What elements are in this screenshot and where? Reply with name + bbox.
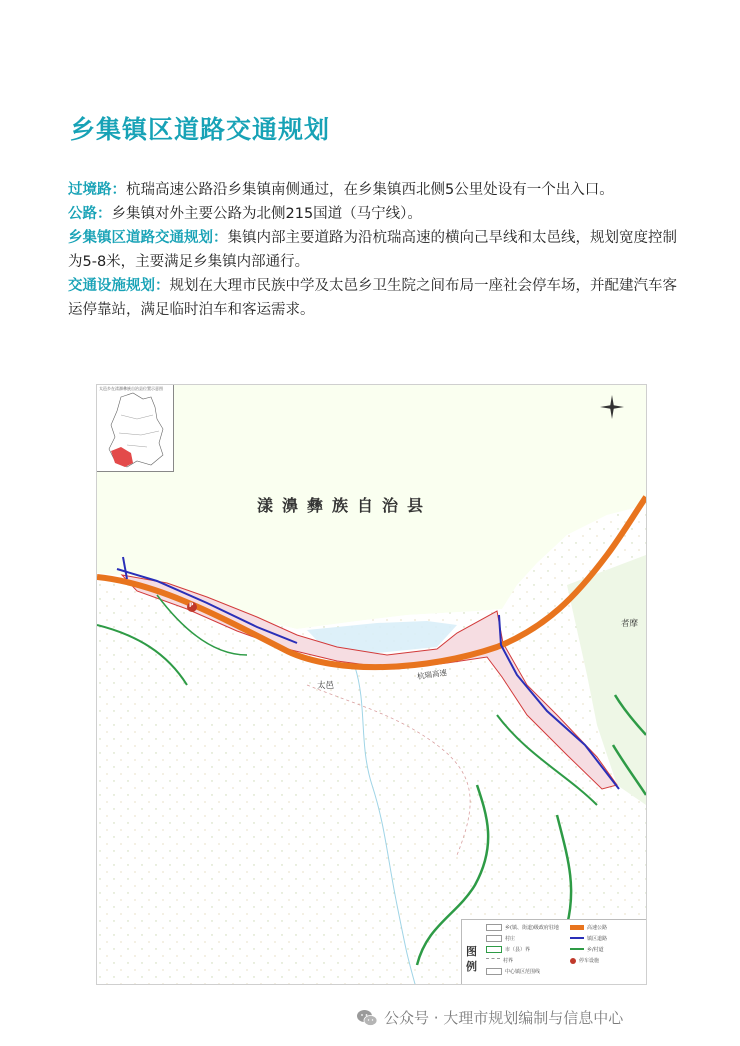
footer-text: 公众号 · 大理市规划编制与信息中心	[384, 1009, 624, 1027]
legend-item-center-boundary	[486, 968, 540, 975]
legend-item-village-boundary	[486, 957, 513, 964]
legend-label: 村界	[503, 958, 514, 964]
legend-swatch	[486, 946, 502, 953]
legend-label: 停车设施	[579, 958, 600, 964]
legend-item-expressway	[570, 924, 607, 931]
place-taiyi: 太邑	[317, 681, 335, 691]
legend-label: 乡(镇、街道)级政府驻地	[505, 925, 559, 931]
paragraph-text: 杭瑞高速公路沿乡集镇南侧通过，在乡集镇西北侧5公里处设有一个出入口。	[126, 182, 614, 198]
legend-swatch	[570, 948, 584, 951]
legend-label: 镇区道路	[587, 936, 608, 942]
legend-label: 村庄	[505, 936, 516, 942]
location-inset	[97, 385, 174, 472]
legend-swatch	[486, 924, 502, 931]
legend-label: 市（县）界	[505, 947, 531, 953]
legend-item-parking	[570, 957, 599, 964]
legend-label: 高速公路	[587, 925, 608, 931]
legend-swatch	[486, 935, 502, 942]
place-zhemo: 者摩	[621, 619, 639, 629]
map-legend	[461, 919, 647, 985]
expressway-label: 杭瑞高速	[416, 667, 448, 682]
legend-label: 中心镇区范围线	[505, 969, 541, 975]
inset-title: 太邑乡在漾濞彝族自治县位置示意图	[99, 386, 163, 391]
map-graphic	[97, 385, 646, 984]
legend-item-city-boundary	[486, 946, 530, 953]
paragraph-transit-road	[68, 178, 678, 202]
paragraph-label: 乡集镇区道路交通规划：	[68, 230, 228, 246]
legend-item-village-site	[486, 935, 515, 942]
paragraph-text: 规划在大理市民族中学及太邑乡卫生院之间布局一座社会停车场，并配建汽车客运停靠站，满足临时泊车和客运需求。	[68, 278, 677, 318]
legend-item-gov	[486, 924, 559, 931]
inset-map	[97, 385, 173, 471]
body-text	[68, 178, 678, 322]
footer	[356, 1007, 623, 1028]
legend-swatch	[570, 925, 584, 930]
legend-label: 乡/村道	[587, 947, 604, 953]
paragraph-label: 公路：	[68, 206, 112, 222]
parking-marker-label: P	[189, 602, 194, 609]
wechat-icon	[356, 1009, 378, 1027]
paragraph-text: 集镇内部主要道路为沿杭瑞高速的横向己旱线和太邑线，规划宽度控制为5-8米，主要满足乡集镇内部通行。	[68, 230, 677, 270]
paragraph-label: 交通设施规划：	[68, 278, 170, 294]
paragraph-text: 乡集镇对外主要公路为北侧215国道（马宁线）。	[111, 206, 422, 222]
legend-item-town-road	[570, 935, 607, 942]
county-name: 漾濞彝族自治县	[257, 496, 433, 515]
legend-item-rural-road	[570, 946, 604, 953]
legend-swatch	[486, 958, 500, 964]
legend-swatch	[570, 937, 584, 940]
north-arrow-icon	[599, 394, 625, 420]
paragraph-highway	[68, 202, 678, 226]
paragraph-facilities	[68, 274, 678, 322]
paragraph-label: 过境路：	[68, 182, 126, 198]
legend-title: 图例	[466, 945, 477, 973]
planning-map	[96, 384, 647, 985]
page-title: 乡集镇区道路交通规划	[70, 115, 331, 144]
paragraph-town-roads	[68, 226, 678, 274]
parking-icon	[570, 958, 576, 964]
legend-swatch	[486, 968, 502, 975]
